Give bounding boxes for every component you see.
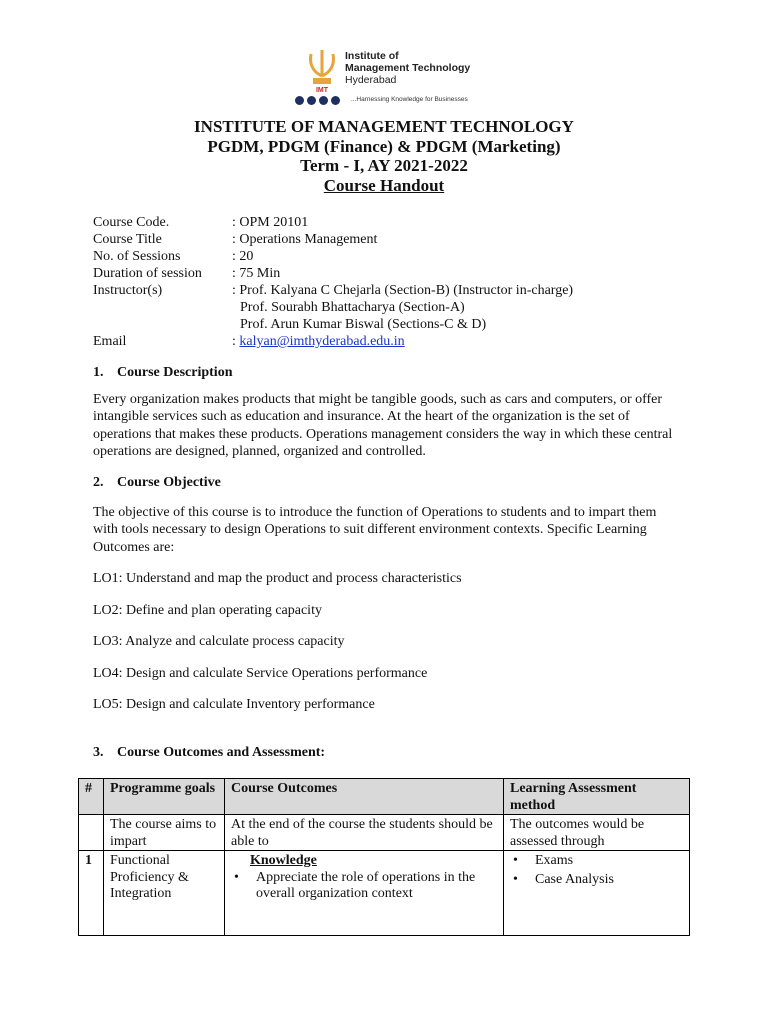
subheader-num xyxy=(79,815,104,851)
course-info xyxy=(93,214,573,350)
learning-outcome-2: LO2: Define and plan operating capacity xyxy=(93,603,322,618)
duration-label: Duration of session xyxy=(93,266,202,281)
section-2-heading xyxy=(93,474,221,491)
course-objective-text: The objective of this course is to introduce the function of Operations to students and to impart them with tools necessary to design Operations to suit different environment contexts. Specific Learning Outcomes are: xyxy=(93,505,657,555)
course-code-value: : OPM 20101 xyxy=(232,215,309,230)
imt-logo xyxy=(291,44,491,108)
email-prefix: : xyxy=(232,334,240,349)
title-block xyxy=(0,117,768,195)
info-row-email xyxy=(93,333,573,350)
email-link[interactable]: kalyan@imthyderabad.edu.in xyxy=(239,334,405,349)
header-num: # xyxy=(79,779,104,815)
logo-line-2: Management Technology xyxy=(345,62,471,74)
section-3-number: 3. xyxy=(93,745,104,760)
table-row xyxy=(79,851,690,936)
subheader-method: The outcomes would be assessed through xyxy=(504,815,690,851)
outcome-item-1: • Appreciate the role of operations in the overall organization context xyxy=(231,870,497,903)
info-row-sessions xyxy=(93,248,573,265)
logo-line-1: Institute of xyxy=(345,50,399,62)
section-1-number: 1. xyxy=(93,365,104,380)
instructor-2: Prof. Sourabh Bhattacharya (Section-A) xyxy=(240,300,465,315)
subheader-outcomes: At the end of the course the students should be able to xyxy=(225,815,504,851)
instructor-3: Prof. Arun Kumar Biswal (Sections-C & D) xyxy=(240,317,487,332)
info-row-title xyxy=(93,231,573,248)
subheader-goals: The course aims to impart xyxy=(104,815,225,851)
doc-title: Course Handout xyxy=(323,175,445,195)
instructor-1: : Prof. Kalyana C Chejarla (Section-B) (Instructor in-charge) xyxy=(232,283,574,298)
email-value xyxy=(232,333,405,350)
learning-outcome-5: LO5: Design and calculate Inventory performance xyxy=(93,697,375,712)
sessions-label: No. of Sessions xyxy=(93,249,181,264)
email-label: Email xyxy=(93,334,127,349)
logo-text xyxy=(345,50,470,86)
info-row-code xyxy=(93,214,573,231)
knowledge-label: Knowledge xyxy=(250,853,317,868)
sessions-value: : 20 xyxy=(232,249,254,264)
section-1-title: Course Description xyxy=(117,365,233,380)
learning-outcome-1: LO1: Understand and map the product and process characteristics xyxy=(93,571,462,586)
course-description-text: Every organization makes products that might be tangible goods, such as cars and computers, or offer intangible services such as education and insurance. At the heart of the organization is the set of operations that makes these products. Operations management considers the way in which these central operations are designed, planned, organized and controlled. xyxy=(93,392,673,459)
programs-title: PGDM, PDGM (Finance) & PDGM (Marketing) xyxy=(207,136,561,156)
term-title: Term - I, AY 2021-2022 xyxy=(300,156,468,175)
instructor-label: Instructor(s) xyxy=(93,283,163,298)
header-goals: Programme goals xyxy=(104,779,225,815)
emblem-text: IMT xyxy=(315,87,329,94)
table-header-row xyxy=(79,779,690,815)
logo-line-3: Hyderabad xyxy=(345,74,397,86)
header-method: Learning Assessment method xyxy=(504,779,690,815)
row-1-outcomes xyxy=(225,851,504,936)
row-1-num: 1 xyxy=(79,851,104,936)
outcomes-assessment-table xyxy=(78,778,690,936)
course-title-label: Course Title xyxy=(93,232,162,247)
course-code-label: Course Code. xyxy=(93,215,170,230)
outcome-list xyxy=(231,870,497,903)
info-row-duration xyxy=(93,265,573,282)
section-1-heading xyxy=(93,364,233,381)
learning-outcome-3: LO3: Analyze and calculate process capacity xyxy=(93,634,345,649)
section-3-title: Course Outcomes and Assessment: xyxy=(117,745,326,760)
section-3-heading xyxy=(93,744,325,761)
logo-dots xyxy=(295,92,343,102)
method-item-1: • Exams xyxy=(510,853,683,870)
learning-outcome-4: LO4: Design and calculate Service Operations performance xyxy=(93,666,428,681)
duration-value: : 75 Min xyxy=(232,266,281,281)
section-2-number: 2. xyxy=(93,475,104,490)
header-outcomes: Course Outcomes xyxy=(225,779,504,815)
row-1-method xyxy=(504,851,690,936)
table-subheader-row xyxy=(79,815,690,851)
row-1-goal: Functional Proficiency & Integration xyxy=(104,851,225,936)
info-row-instructor xyxy=(93,282,573,299)
course-title-value: : Operations Management xyxy=(232,232,378,247)
logo-tagline: ...Harnessing Knowledge for Businesses xyxy=(351,96,468,103)
method-item-2: • Case Analysis xyxy=(510,872,683,889)
method-list xyxy=(510,853,683,888)
institute-title: INSTITUTE OF MANAGEMENT TECHNOLOGY xyxy=(194,117,574,136)
section-2-title: Course Objective xyxy=(117,475,221,490)
imt-emblem-icon xyxy=(303,48,341,94)
